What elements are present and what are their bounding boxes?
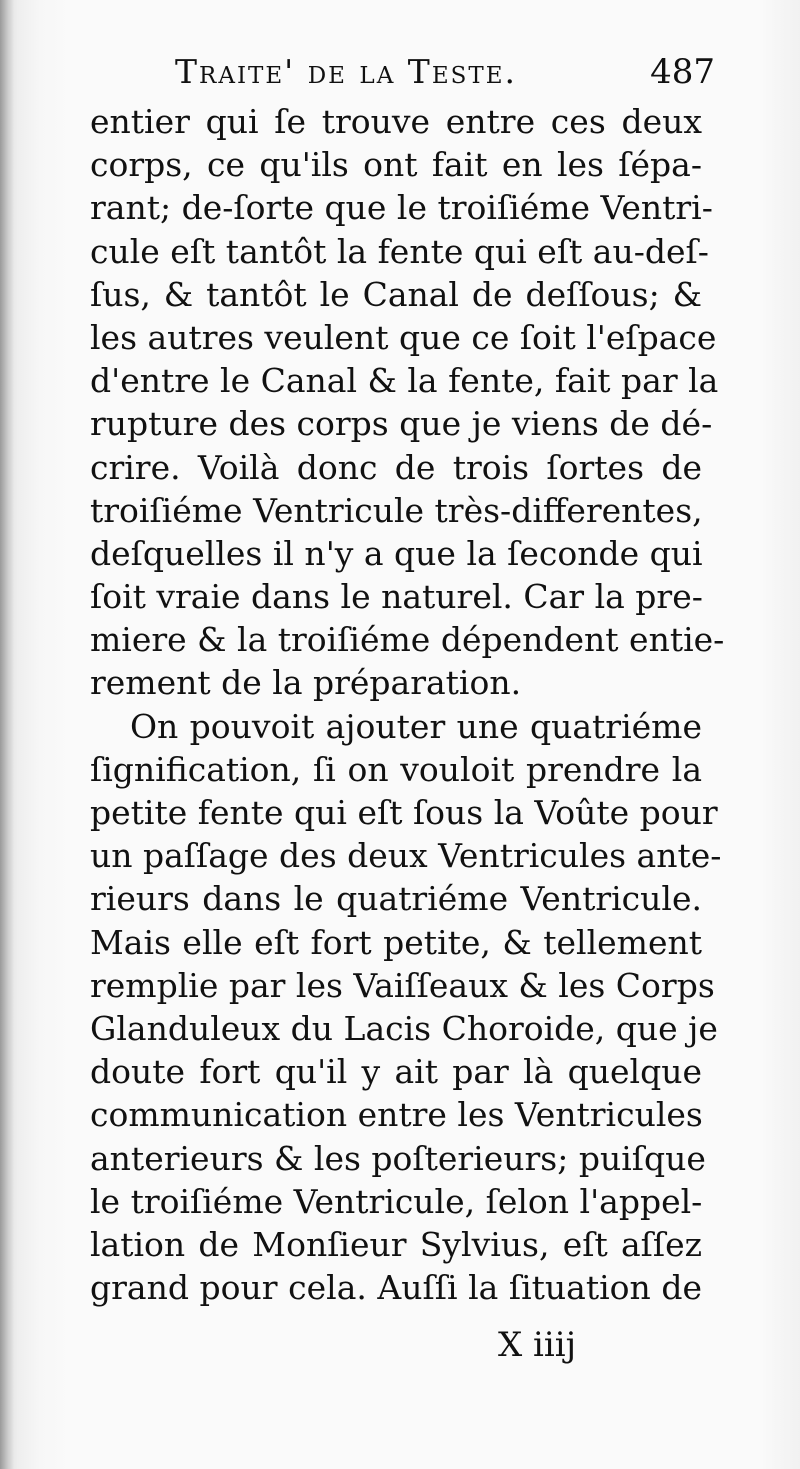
binding-gutter (0, 0, 14, 1469)
text-line: d'entre le Canal & la fente, fait par la (90, 361, 719, 401)
text-line: corps, ce qu'ils ont fait en les ſépa- (90, 145, 702, 185)
text-line: On pouvoit ajouter une quatriéme (130, 706, 702, 746)
page-header (175, 52, 715, 102)
text-line: Glanduleux du Lacis Choroide, que je (90, 1008, 718, 1048)
text-line: petite fente qui eſt ſous la Voûte pour (90, 793, 718, 832)
text-line: remplie par les Vaiſſeaux & les Corps (90, 965, 715, 1005)
body-text (90, 100, 725, 1309)
text-line: lation de Monſieur Sylvius, eſt aſſez (90, 1224, 702, 1264)
text-line: troiſiéme Ventricule très-differentes, (90, 490, 703, 530)
text-line: anterieurs & les poſterieurs; puiſque (90, 1138, 706, 1178)
text-line: miere & la troiſiéme dépendent entie- (90, 620, 725, 660)
paragraph-1 (90, 100, 725, 705)
text-line: les autres veulent que ce ſoit l'eſpace (90, 317, 717, 357)
text-line: entier qui ſe trouve entre ces deux (90, 102, 702, 141)
text-line: ſoit vraie dans le naturel. Car la pre- (90, 577, 703, 617)
text-line: grand pour cela. Auſſi la ſituation de (90, 1268, 702, 1308)
text-line: ſignification, ſi on vouloit prendre la (90, 749, 702, 789)
signature-mark: X iiij (498, 1325, 577, 1365)
text-line: deſquelles il n'y a que la ſeconde qui (90, 533, 703, 573)
text-line: rant; de-ſorte que le troiſiéme Ventri- (90, 188, 713, 228)
paragraph-2 (90, 705, 722, 1310)
text-line: cule eſt tantôt la fente qui eſt au-deſ- (90, 231, 709, 271)
text-line: crire. Voilà donc de trois ſortes de (90, 447, 702, 487)
text-line: rieurs dans le quatriéme Ventricule. (90, 879, 702, 919)
running-head: Traite' de la Teste. (175, 52, 517, 91)
text-line: communication entre les Ventricules (90, 1095, 703, 1135)
text-line: un paſſage des deux Ventricules ante- (90, 836, 722, 876)
text-line: Mais elle eſt fort petite, & tellement (90, 922, 702, 962)
text-line: ſus, & tantôt le Canal de deſſous; & (90, 274, 702, 314)
text-line: rement de la préparation. (90, 663, 522, 703)
text-line: rupture des corps que je viens de dé- (90, 404, 713, 444)
text-line: le troiſiéme Ventricule, ſelon l'appel- (90, 1181, 703, 1221)
page-number: 487 (650, 52, 715, 92)
text-line: doute fort qu'il y ait par là quelque (90, 1052, 702, 1092)
